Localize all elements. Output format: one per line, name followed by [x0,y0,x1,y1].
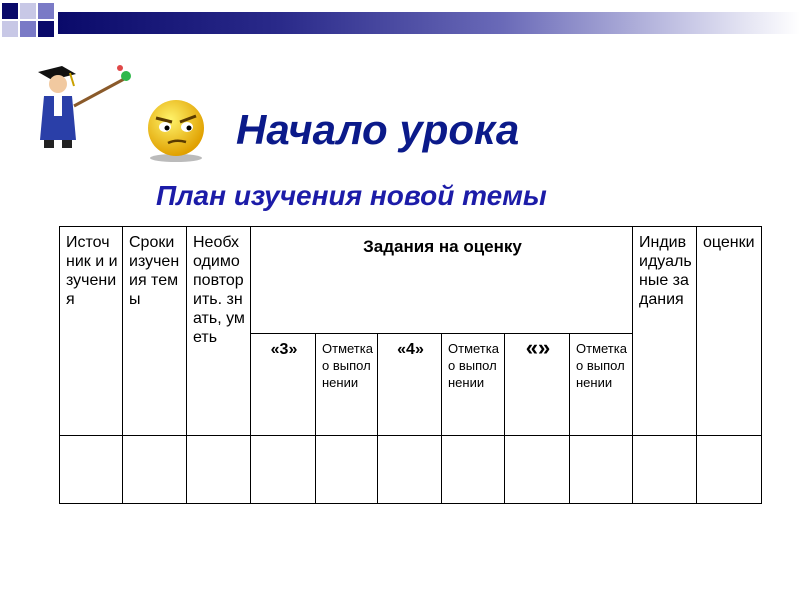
grade-4-header: «4» [378,333,442,436]
mark-done-header-1: Отметка о выполнении [316,333,378,436]
table-cell[interactable] [60,436,123,504]
grade-5-header: «» [505,333,570,436]
mark-done-header-2: Отметка о выполнении [442,333,505,436]
gradient-bar [58,12,800,34]
header-tasks: Задания на оценку [251,227,633,334]
table-cell[interactable] [123,436,187,504]
lesson-plan-table [59,226,762,504]
table-cell[interactable] [187,436,251,504]
header-repeat: Необходимо повторить. знать, уметь [187,227,251,436]
suspicious-smiley-icon [140,96,212,162]
mark-done-header-3: Отметка о выполнении [570,333,633,436]
table-cell[interactable] [505,436,570,504]
table-cell[interactable] [316,436,378,504]
grade-3-header: «3» [251,333,316,436]
professor-with-pointer-icon [30,60,142,152]
checker-squares-icon [0,0,70,46]
table-cell[interactable] [697,436,762,504]
table-cell[interactable] [442,436,505,504]
header-terms: Сроки изучения темы [123,227,187,436]
table-header-row [60,227,762,334]
table-cell[interactable] [570,436,633,504]
table-cell[interactable] [633,436,697,504]
page-subtitle: План изучения новой темы [156,180,547,211]
header-band [0,0,800,46]
header-individual: Индивидуальные задания [633,227,697,436]
table-cell[interactable] [378,436,442,504]
header-sources: Источник и изучения [60,227,123,436]
table-cell[interactable] [251,436,316,504]
header-grades: оценки [697,227,762,436]
table-row [60,436,762,504]
page-title: Начало урока [236,106,520,153]
